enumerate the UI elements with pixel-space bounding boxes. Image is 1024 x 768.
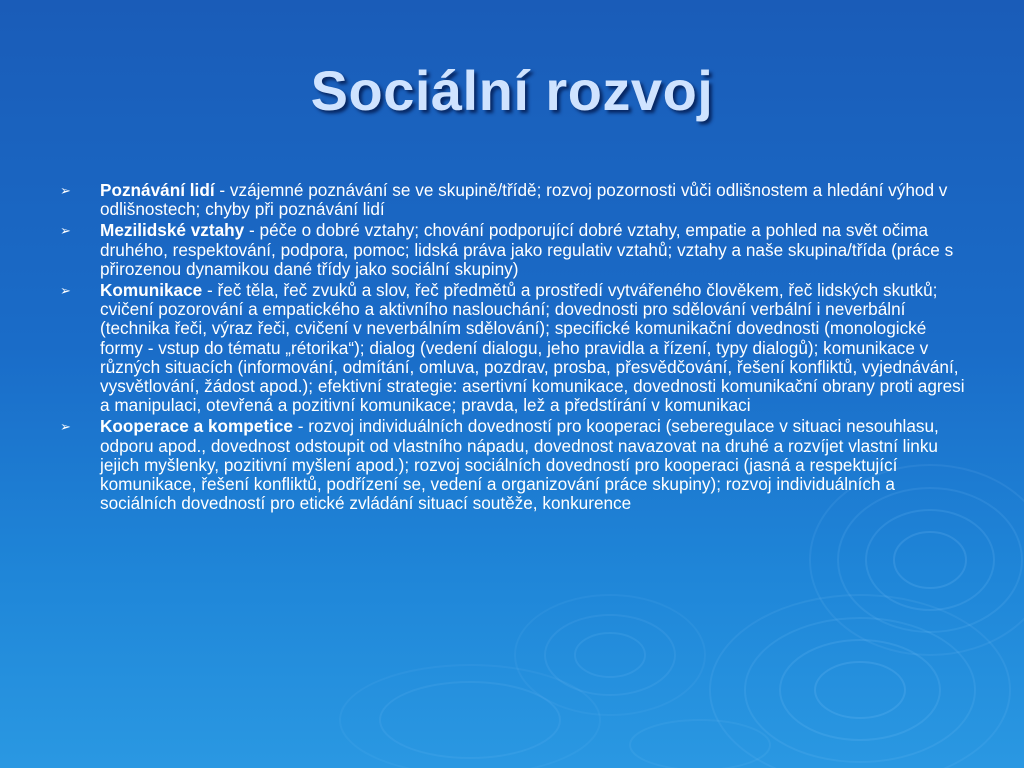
bullet-term: Mezilidské vztahy (100, 220, 245, 241)
bullet-list (58, 181, 966, 515)
bullet-term: Kooperace a kompetice (100, 416, 293, 437)
arrow-bullet-icon: ➢ (60, 419, 71, 435)
bullet-text: - péče o dobré vztahy; chování podporující dobré vztahy, empatie a pohled na svět očima druhého, respektování, podpora, pomoc; lidská práva jako regulativ vztahů; vztahy a naše skupina/třída (práce s přirozenou dynamikou dané třídy jako sociální skupiny) (100, 220, 954, 279)
bullet-kooperace-a-kompetice (58, 417, 966, 513)
bullet-komunikace (58, 281, 966, 415)
arrow-bullet-icon: ➢ (60, 183, 71, 198)
slide-title: Sociální rozvoj (310, 59, 714, 122)
arrow-bullet-icon: ➢ (60, 223, 71, 239)
bullet-mezilidske-vztahy (58, 221, 966, 279)
arrow-bullet-icon: ➢ (60, 283, 71, 299)
bullet-term: Komunikace (100, 280, 203, 301)
bullet-text: - řeč těla, řeč zvuků a slov, řeč předmětů a prostředí vytvářeného člověkem, řeč lidských skutků; cvičení pozorování a empatického a aktivního naslouchání; dovednosti pro sdělování verbální i neverbální (technika řeči, výraz řeči, cvičení v neverbálním sdělování); specifické komunikační dovednosti (monologické formy - vstup do tématu „rétorika“); dialog (vedení dialogu, jeho pravidla a řízení, typy dialogů); komunikace v různých situacích (informování, odmítání, omluva, pozdrav, prosba, přesvědčování, řešení konfliktů, vyjednávání, vysvětlování, žádost apod.); efektivní strategie: asertivní komunikace, dovednosti komunikační obrany proti agresi a manipulaci, otevřená a pozitivní komunikace; pravda, lež a předstírání v komunikaci (100, 280, 965, 416)
bullet-text: - vzájemné poznávání se ve skupině/třídě; rozvoj pozornosti vůči odlišnostem a hledání výhod v odlišnostech; chyby při poznávání lidí (100, 180, 948, 220)
bullet-text: - rozvoj individuálních dovedností pro kooperaci (seberegulace v situaci nesouhlasu, odporu apod., dovednost odstoupit od vlastního nápadu, dovednost navazovat na druhé a rozvíjet vlastní linku jejich myšlenky, pozitivní myšlení apod.); rozvoj sociálních dovedností pro kooperaci (jasná a respektující komunikace, řešení konfliktů, podřízení se, vedení a organizování práce skupiny); rozvoj individuálních a sociálních dovedností pro etické zvládání situací soutěže, konkurence (100, 416, 939, 514)
bullet-term: Poznávání lidí (100, 180, 215, 200)
bullet-poznavani-lidi (58, 181, 966, 219)
